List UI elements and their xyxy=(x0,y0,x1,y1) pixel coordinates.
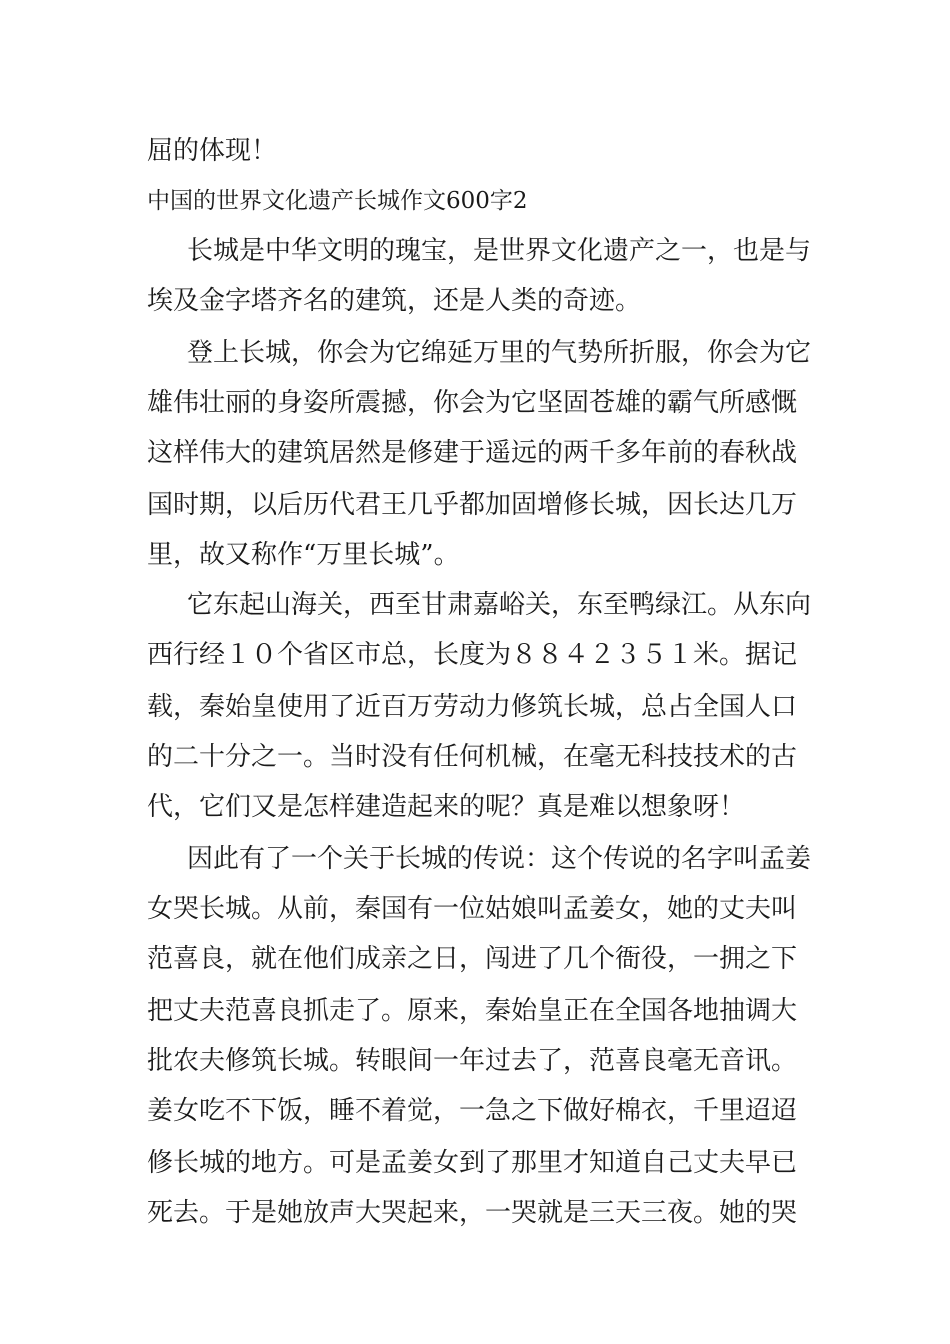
text-line: 范喜良，就在他们成亲之日，闯进了几个衙役，一拥之下 xyxy=(147,944,798,974)
text-line: 雄伟壮丽的身姿所震撼，你会为它坚固苍雄的霸气所感慨 xyxy=(147,388,798,418)
text-line: 女哭长城。从前，秦国有一位姑娘叫孟姜女，她的丈夫叫 xyxy=(147,894,798,924)
text-line: 载，秦始皇使用了近百万劳动力修筑长城，总占全国人口 xyxy=(147,692,798,722)
text-line: 因此有了一个关于长城的传说：这个传说的名字叫孟姜 xyxy=(187,844,812,874)
text-line: 西行经１０个省区市总，长度为８８４２３５１米。据记 xyxy=(147,640,798,670)
text-line: 死去。于是她放声大哭起来，一哭就是三天三夜。她的哭 xyxy=(147,1198,798,1228)
text-line: 姜女吃不下饭，睡不着觉，一急之下做好棉衣，千里迢迢 xyxy=(147,1096,798,1126)
text-line: 国时期，以后历代君王几乎都加固增修长城，因长达几万 xyxy=(147,490,798,520)
text-line: 里，故又称作“万里长城”。 xyxy=(147,540,460,570)
text-line: 长城是中华文明的瑰宝，是世界文化遗产之一，也是与 xyxy=(187,236,812,266)
text-line: 埃及金字塔齐名的建筑，还是人类的奇迹。 xyxy=(147,286,642,316)
text-line: 批农夫修筑长城。转眼间一年过去了，范喜良毫无音讯。 xyxy=(147,1046,798,1076)
text-line: 的二十分之一。当时没有任何机械，在毫无科技技术的古 xyxy=(147,742,798,772)
essay-title: 中国的世界文化遗产长城作文600字2 xyxy=(147,188,528,214)
text-line: 把丈夫范喜良抓走了。原来，秦始皇正在全国各地抽调大 xyxy=(147,996,798,1026)
text-line: 修长城的地方。可是孟姜女到了那里才知道自己丈夫早已 xyxy=(147,1148,798,1178)
text-line: 登上长城，你会为它绵延万里的气势所折服，你会为它 xyxy=(187,338,812,368)
text-line: 屈的体现！ xyxy=(147,136,278,166)
text-line: 它东起山海关，西至甘肃嘉峪关，东至鸭绿江。从东向 xyxy=(187,590,812,620)
text-line: 代，它们又是怎样建造起来的呢？真是难以想象呀！ xyxy=(147,792,746,822)
text-line: 这样伟大的建筑居然是修建于遥远的两千多年前的春秋战 xyxy=(147,438,798,468)
